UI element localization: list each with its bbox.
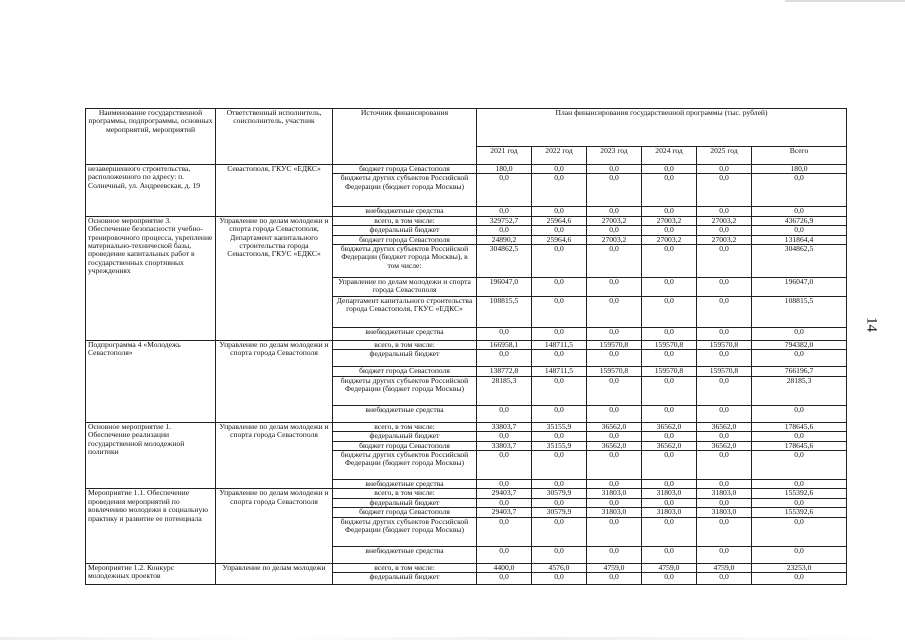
value-cell: 0,0 — [532, 328, 587, 341]
value-cell: 148711,5 — [532, 341, 587, 350]
value-cell: 0,0 — [587, 405, 642, 422]
source-cell: внебюджетные средства — [333, 546, 477, 563]
program-name-cell: Основное мероприятие 1. Обеспечение реализации государственной молодежной политики — [86, 422, 216, 489]
value-cell: 30579,9 — [532, 508, 587, 517]
source-cell: Управление по делам молодежи и спорта города Севастополя — [333, 278, 477, 297]
total-cell: 28185,3 — [752, 376, 847, 405]
value-cell: 31803,0 — [642, 508, 697, 517]
total-cell: 0,0 — [752, 207, 847, 216]
total-cell: 766196,7 — [752, 367, 847, 376]
value-cell: 0,0 — [532, 245, 587, 278]
total-cell: 0,0 — [752, 498, 847, 507]
value-cell: 0,0 — [587, 517, 642, 546]
value-cell: 329752,7 — [477, 216, 532, 225]
value-cell: 0,0 — [697, 297, 752, 328]
total-cell: 0,0 — [752, 174, 847, 207]
value-cell: 0,0 — [697, 451, 752, 480]
value-cell: 31803,0 — [642, 489, 697, 498]
program-name-cell: Мероприятие 1.1. Обеспечение проведения мероприятий по вовлечению молодежи в социальную практику и развитие ее потенциала — [86, 489, 216, 563]
value-cell: 36562,0 — [587, 422, 642, 431]
value-cell: 166958,1 — [477, 341, 532, 350]
header-year: 2024 год — [642, 147, 697, 165]
executor-cell: Севастополя, ГКУС «ЕДКС» — [216, 165, 333, 217]
value-cell: 36562,0 — [697, 441, 752, 450]
value-cell: 27003,2 — [587, 216, 642, 225]
value-cell: 35155,9 — [532, 441, 587, 450]
value-cell: 27003,2 — [587, 235, 642, 244]
value-cell: 27003,2 — [697, 235, 752, 244]
value-cell: 0,0 — [532, 297, 587, 328]
total-cell: 0,0 — [752, 573, 847, 585]
value-cell: 0,0 — [642, 350, 697, 367]
value-cell: 0,0 — [587, 350, 642, 367]
value-cell: 24890,2 — [477, 235, 532, 244]
total-cell: 0,0 — [752, 328, 847, 341]
total-cell: 0,0 — [752, 432, 847, 441]
value-cell: 0,0 — [587, 480, 642, 489]
header-year: 2025 год — [697, 147, 752, 165]
source-cell: бюджеты других субъектов Российской Федерации (бюджет города Москвы) — [333, 174, 477, 207]
value-cell: 0,0 — [642, 328, 697, 341]
total-cell: 178645,6 — [752, 441, 847, 450]
value-cell: 0,0 — [587, 165, 642, 174]
value-cell: 0,0 — [532, 174, 587, 207]
value-cell: 0,0 — [532, 480, 587, 489]
source-cell: всего, в том числе: — [333, 216, 477, 225]
table-row — [86, 422, 847, 431]
value-cell: 0,0 — [697, 226, 752, 235]
source-cell: федеральный бюджет — [333, 573, 477, 585]
value-cell: 27003,2 — [642, 235, 697, 244]
value-cell: 0,0 — [697, 350, 752, 367]
total-cell: 0,0 — [752, 350, 847, 367]
value-cell: 4759,0 — [587, 563, 642, 572]
value-cell: 0,0 — [477, 432, 532, 441]
value-cell: 108815,5 — [477, 297, 532, 328]
value-cell: 25964,6 — [532, 216, 587, 225]
value-cell: 0,0 — [532, 226, 587, 235]
value-cell: 159570,8 — [587, 341, 642, 350]
value-cell: 33803,7 — [477, 422, 532, 431]
value-cell: 0,0 — [697, 480, 752, 489]
value-cell: 0,0 — [532, 376, 587, 405]
value-cell: 25964,6 — [532, 235, 587, 244]
value-cell: 0,0 — [532, 405, 587, 422]
value-cell: 0,0 — [587, 174, 642, 207]
header-total: Всего — [752, 147, 847, 165]
value-cell: 196047,0 — [477, 278, 532, 297]
value-cell: 148711,5 — [532, 367, 587, 376]
header-executor: Ответственный исполнитель, соисполнитель, участник — [216, 109, 333, 165]
program-name-cell: Подпрограмма 4 «Молодежь Севастополя» — [86, 341, 216, 423]
value-cell: 0,0 — [477, 174, 532, 207]
value-cell: 4759,0 — [642, 563, 697, 572]
value-cell: 0,0 — [697, 245, 752, 278]
value-cell: 28185,3 — [477, 376, 532, 405]
total-cell: 180,0 — [752, 165, 847, 174]
value-cell: 36562,0 — [587, 441, 642, 450]
source-cell: всего, в том числе: — [333, 341, 477, 350]
value-cell: 0,0 — [642, 278, 697, 297]
executor-cell: Управление по делам молодежи и спорта города Севастополя, Департамент капитального строительства города Севастополя, ГКУС «ЕДКС» — [216, 216, 333, 340]
source-cell: федеральный бюджет — [333, 226, 477, 235]
value-cell: 0,0 — [697, 328, 752, 341]
total-cell: 0,0 — [752, 517, 847, 546]
value-cell: 0,0 — [587, 376, 642, 405]
value-cell: 0,0 — [697, 498, 752, 507]
value-cell: 0,0 — [642, 480, 697, 489]
program-name-cell: Мероприятие 1.2. Конкурс молодежных проектов — [86, 563, 216, 584]
value-cell: 159570,8 — [642, 367, 697, 376]
total-cell: 155392,6 — [752, 508, 847, 517]
value-cell: 159570,8 — [697, 367, 752, 376]
value-cell: 0,0 — [587, 328, 642, 341]
table-row — [86, 165, 847, 174]
value-cell: 0,0 — [477, 405, 532, 422]
value-cell: 4400,0 — [477, 563, 532, 572]
value-cell: 0,0 — [477, 480, 532, 489]
total-cell: 108815,5 — [752, 297, 847, 328]
value-cell: 0,0 — [532, 546, 587, 563]
total-cell: 155392,6 — [752, 489, 847, 498]
total-cell: 0,0 — [752, 480, 847, 489]
table-row — [86, 216, 847, 225]
value-cell: 0,0 — [587, 451, 642, 480]
value-cell: 138772,8 — [477, 367, 532, 376]
value-cell: 36562,0 — [642, 441, 697, 450]
source-cell: всего, в том числе: — [333, 422, 477, 431]
value-cell: 0,0 — [697, 278, 752, 297]
value-cell: 0,0 — [697, 517, 752, 546]
total-cell: 0,0 — [752, 546, 847, 563]
total-cell: 178645,6 — [752, 422, 847, 431]
executor-cell: Управление по делам молодежи и спорта города Севастополя — [216, 489, 333, 563]
value-cell: 0,0 — [697, 376, 752, 405]
source-cell: бюджет города Севастополя — [333, 165, 477, 174]
value-cell: 304862,5 — [477, 245, 532, 278]
value-cell: 31803,0 — [587, 508, 642, 517]
total-cell: 436726,9 — [752, 216, 847, 225]
source-cell: внебюджетные средства — [333, 405, 477, 422]
value-cell: 0,0 — [532, 278, 587, 297]
table-row — [86, 341, 847, 350]
value-cell: 0,0 — [587, 278, 642, 297]
header-year: 2021 год — [477, 147, 532, 165]
executor-cell: Управление по делам молодежи и спорта города Севастополя — [216, 341, 333, 423]
source-cell: бюджеты других субъектов Российской Федерации (бюджет города Москвы) — [333, 517, 477, 546]
value-cell: 0,0 — [477, 328, 532, 341]
value-cell: 0,0 — [697, 573, 752, 585]
value-cell: 0,0 — [532, 517, 587, 546]
value-cell: 0,0 — [477, 498, 532, 507]
source-cell: федеральный бюджет — [333, 432, 477, 441]
value-cell: 36562,0 — [697, 422, 752, 431]
source-cell: федеральный бюджет — [333, 350, 477, 367]
value-cell: 0,0 — [477, 207, 532, 216]
value-cell: 0,0 — [477, 226, 532, 235]
value-cell: 0,0 — [532, 573, 587, 585]
header-year: 2023 год — [587, 147, 642, 165]
scan-edge — [785, 0, 905, 2]
value-cell: 0,0 — [587, 207, 642, 216]
executor-cell: Управление по делам молодежи — [216, 563, 333, 584]
total-cell: 304862,5 — [752, 245, 847, 278]
value-cell: 0,0 — [642, 226, 697, 235]
value-cell: 0,0 — [477, 517, 532, 546]
value-cell: 0,0 — [697, 207, 752, 216]
financing-table — [85, 108, 847, 585]
value-cell: 0,0 — [642, 498, 697, 507]
program-name-cell: Основное мероприятие 3. Обеспечение безопасности учебно-тренировочного процесса, укрепление материально-технической базы, проведение капитальных работ в государственных спортивных учреждениях — [86, 216, 216, 340]
total-cell: 0,0 — [752, 405, 847, 422]
value-cell: 0,0 — [587, 245, 642, 278]
value-cell: 35155,9 — [532, 422, 587, 431]
value-cell: 0,0 — [587, 546, 642, 563]
source-cell: внебюджетные средства — [333, 207, 477, 216]
value-cell: 0,0 — [642, 432, 697, 441]
header-name: Наименование государственной программы, подпрограммы, основных мероприятий, мероприятий — [86, 109, 216, 165]
source-cell: бюджет города Севастополя — [333, 441, 477, 450]
value-cell: 0,0 — [642, 405, 697, 422]
source-cell: бюджет города Севастополя — [333, 508, 477, 517]
total-cell: 0,0 — [752, 451, 847, 480]
value-cell: 0,0 — [642, 174, 697, 207]
value-cell: 0,0 — [532, 207, 587, 216]
source-cell: бюджеты других субъектов Российской Федерации (бюджет города Москвы) — [333, 376, 477, 405]
value-cell: 0,0 — [697, 546, 752, 563]
value-cell: 0,0 — [587, 297, 642, 328]
value-cell: 0,0 — [697, 432, 752, 441]
value-cell: 27003,2 — [697, 216, 752, 225]
value-cell: 0,0 — [642, 573, 697, 585]
value-cell: 0,0 — [532, 432, 587, 441]
executor-cell: Управление по делам молодежи и спорта города Севастополя — [216, 422, 333, 489]
value-cell: 159570,8 — [642, 341, 697, 350]
value-cell: 0,0 — [477, 451, 532, 480]
value-cell: 30579,9 — [532, 489, 587, 498]
total-cell: 794382,0 — [752, 341, 847, 350]
value-cell: 0,0 — [697, 405, 752, 422]
value-cell: 31803,0 — [697, 508, 752, 517]
value-cell: 0,0 — [642, 451, 697, 480]
program-name-cell: незавершенного строительства, расположенного по адресу: п. Солнечный, ул. Андреевская, д. 19 — [86, 165, 216, 217]
value-cell: 0,0 — [697, 165, 752, 174]
value-cell: 0,0 — [587, 573, 642, 585]
value-cell: 0,0 — [642, 376, 697, 405]
source-cell: федеральный бюджет — [333, 498, 477, 507]
value-cell: 0,0 — [477, 573, 532, 585]
total-cell: 0,0 — [752, 226, 847, 235]
value-cell: 0,0 — [477, 350, 532, 367]
value-cell: 0,0 — [642, 245, 697, 278]
value-cell: 36562,0 — [642, 422, 697, 431]
source-cell: внебюджетные средства — [333, 328, 477, 341]
source-cell: бюджет города Севастополя — [333, 367, 477, 376]
value-cell: 0,0 — [587, 498, 642, 507]
value-cell: 0,0 — [642, 165, 697, 174]
source-cell: Департамент капитального строительства города Севастополя, ГКУС «ЕДКС» — [333, 297, 477, 328]
value-cell: 0,0 — [477, 546, 532, 563]
value-cell: 27003,2 — [642, 216, 697, 225]
table-row — [86, 563, 847, 572]
value-cell: 0,0 — [587, 432, 642, 441]
page-number: 14 — [863, 317, 880, 332]
source-cell: внебюджетные средства — [333, 480, 477, 489]
value-cell: 31803,0 — [587, 489, 642, 498]
value-cell: 159570,8 — [587, 367, 642, 376]
total-cell: 131864,4 — [752, 235, 847, 244]
total-cell: 23253,0 — [752, 563, 847, 572]
total-cell: 196047,0 — [752, 278, 847, 297]
value-cell: 4576,0 — [532, 563, 587, 572]
value-cell: 31803,0 — [697, 489, 752, 498]
value-cell: 0,0 — [532, 350, 587, 367]
value-cell: 0,0 — [587, 226, 642, 235]
table-row — [86, 489, 847, 498]
value-cell: 0,0 — [532, 498, 587, 507]
value-cell: 0,0 — [532, 165, 587, 174]
value-cell: 29403,7 — [477, 508, 532, 517]
value-cell: 180,0 — [477, 165, 532, 174]
value-cell: 0,0 — [532, 451, 587, 480]
value-cell: 0,0 — [642, 207, 697, 216]
value-cell: 29403,7 — [477, 489, 532, 498]
value-cell: 33803,7 — [477, 441, 532, 450]
header-year: 2022 год — [532, 147, 587, 165]
source-cell: всего, в том числе: — [333, 563, 477, 572]
header-row — [86, 109, 847, 147]
value-cell: 0,0 — [642, 297, 697, 328]
header-plan: План финансирования государственной программы (тыс. рублей) — [477, 109, 847, 147]
value-cell: 4759,0 — [697, 563, 752, 572]
value-cell: 0,0 — [642, 517, 697, 546]
value-cell: 159570,8 — [697, 341, 752, 350]
source-cell: бюджет города Севастополя — [333, 235, 477, 244]
value-cell: 0,0 — [697, 174, 752, 207]
source-cell: бюджеты других субъектов Российской Федерации (бюджет города Москвы) — [333, 451, 477, 480]
source-cell: всего, в том числе: — [333, 489, 477, 498]
source-cell: бюджеты других субъектов Российской Федерации (бюджет города Москвы), в том числе: — [333, 245, 477, 278]
value-cell: 0,0 — [642, 546, 697, 563]
header-source: Источник финансирования — [333, 109, 477, 165]
